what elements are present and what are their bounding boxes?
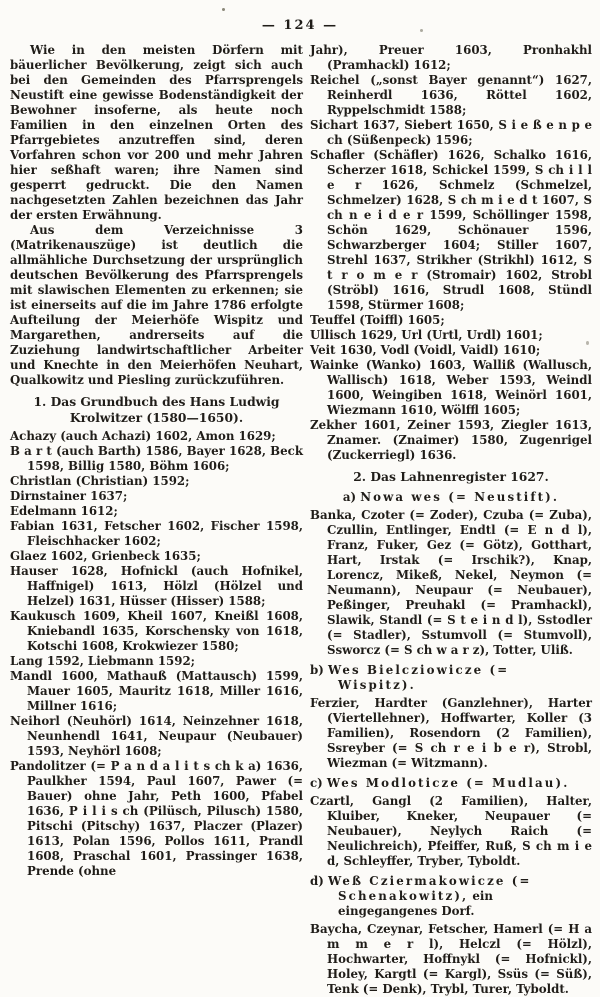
- name-list-entry: Wainke (Wanko) 1603, Walliß (Wallusch, Wallisch) 1618, Weber 1593, Weindl 1600, Weingiben 1618, Weinörl 1601, Wiezmann 1610, Wölffl 1605;: [310, 358, 592, 417]
- right-column: [310, 43, 592, 997]
- name-list-entry: Achazy (auch Achazi) 1602, Amon 1629;: [10, 429, 276, 443]
- name-list-entry: Lang 1592, Liebmann 1592;: [10, 654, 196, 668]
- scan-speck: [420, 29, 423, 32]
- name-list-entry: Kaukusch 1609, Kheil 1607, Kneißl 1608, Kniebandl 1635, Korschensky von 1618, Kotschi 1608, Krokwiezer 1580;: [10, 609, 303, 653]
- subsection-label: b): [310, 662, 324, 677]
- name-list-entry: B a r t (auch Barth) 1586, Bayer 1628, Beck 1598, Billig 1580, Böhm 1606;: [10, 444, 303, 473]
- section-2-heading: 2. Das Lahnenregister 1627.: [353, 469, 549, 484]
- name-list-entry: Teuffel (Toiffl) 1605;: [310, 313, 445, 327]
- left-column: [10, 43, 303, 879]
- name-list-entry: Mandl 1600, Mathauß (Mattausch) 1599, Mauer 1605, Mauritz 1618, Miller 1616, Millner 1616;: [10, 669, 303, 713]
- subsection-title-rest: ein eingegangenes Dorf.: [338, 888, 493, 918]
- name-list-entry: Hauser 1628, Hofnickl (auch Hofnikel, Haffnigel) 1613, Hölzl (Hölzel und Helzel) 1631, Hüsser (Hisser) 1588;: [10, 564, 303, 608]
- subsection-c-body: Czartl, Gangl (2 Familien), Halter, Kluiber, Kneker, Neupauer (= Neubauer), Neylych Raich (= Neulichreich), Pfeiffer, Ruß, S ch m i e d, Schleyffer, Tryber, Tyboldt.: [310, 793, 592, 868]
- paragraph-verzeichnis: Aus dem Verzeichnisse 3 (Matrikenauszüge) ist deutlich die allmähliche Durchsetzung der ursprünglich deutschen Bevölkerung des Pfarrsprengels mit slawischen Elementen zu erkennen; sie ist einerseits auf die im Jahre 1786 erfolgte Aufteilung der Meierhöfe Wispitz und Margarethen, andrerseits auf die Zuziehung landwirtschaftlicher Arbeiter und Knechte in den Meierhöfen Neuhart, Qualkowitz und Piesling zurückzuführen.: [10, 223, 303, 387]
- subsection-title: Wes Bielcziowicze (= Wispitz).: [327, 662, 510, 692]
- name-list-entry: Sichart 1637, Siebert 1650, S i e ß e n p e ch (Süßenpeck) 1596;: [310, 118, 592, 147]
- page-body: [0, 33, 600, 997]
- name-list-entry: Fabian 1631, Fetscher 1602, Fischer 1598, Fleischhacker 1602;: [10, 519, 303, 548]
- name-list-entry: Glaez 1602, Grienbeck 1635;: [10, 549, 201, 563]
- subsection-title: Nowa wes (= Neustift).: [360, 489, 560, 504]
- subsection-title: Wes Modloticze (= Mudlau).: [326, 775, 570, 790]
- subsection-label: c): [310, 775, 323, 790]
- subsection-label: a): [342, 489, 357, 504]
- name-list-entry: Ullisch 1629, Url (Urtl, Urdl) 1601;: [310, 328, 543, 342]
- section-1-heading: 1. Das Grundbuch des Hans Ludwig Krolwitzer (1580—1650).: [33, 394, 280, 425]
- name-list-entry: Pandolitzer (= P a n d a l i t s ch k a) 1636, Paulkher 1594, Paul 1607, Pawer (= Bauer) ohne Jahr, Peth 1600, Pfabel 1636, P i l i s ch (Pilüsch, Pilusch) 1580, Pitschi (Pitschy) 1637, Placzer (Plazer) 1613, Polan 1596, Pollos 1611, Prandl 1608, Praschal 1601, Prassinger 1638, Prende (ohne: [10, 759, 303, 878]
- scan-speck: [222, 8, 225, 11]
- subsection-d-heading: [310, 874, 592, 919]
- name-list-entry: Zekher 1601, Zeiner 1593, Ziegler 1613, Znamer. (Znaimer) 1580, Zugenrigel (Zuckerriegl) 1636.: [310, 418, 592, 462]
- subsection-b-heading: [310, 663, 592, 693]
- name-list-entry: Veit 1630, Vodl (Voidl, Vaidl) 1610;: [310, 343, 541, 357]
- subsection-c-heading: [310, 776, 592, 791]
- paragraph-intro: Wie in den meisten Dörfern mit bäuerlicher Bevölkerung, zeigt sich auch bei den Gemeinden des Pfarrsprengels Neustift eine gewisse Bodenständigkeit der Bewohner insoferne, als heute noch Familien in den einzelnen Orten des Pfarrgebietes anzutreffen sind, deren Vorfahren schon vor 200 und mehr Jahren hier seßhaft waren; ihre Namen sind gesperrt gedruckt. Die den Namen nachgesetzten Zahlen bezeichnen das Jahr der ersten Erwähnung.: [10, 43, 303, 222]
- subsection-title: Weß Cziermakowicze (= Schenakowitz),: [327, 873, 532, 903]
- subsection-b-body: Ferzier, Hardter (Ganzlehner), Harter (Viertellehner), Hoffwarter, Koller (3 Familien), Rosendorn (2 Familien), Ssreyber (= S ch r e i b e r), Strobl, Wiezman (= Witzmann).: [310, 695, 592, 770]
- subsection-a-heading: [310, 490, 592, 505]
- name-list-entry: Reichel („sonst Bayer genannt“) 1627, Reinherdl 1636, Röttel 1602, Ryppelschmidt 1588;: [310, 73, 592, 117]
- name-list-entry: Neihorl (Neuhörl) 1614, Neinzehner 1618, Neunhendl 1641, Neupaur (Neubauer) 1593, Neyhörl 1608;: [10, 714, 303, 758]
- scan-speck: [586, 341, 589, 345]
- name-list-entry: Jahr), Preuer 1603, Pronhakhl (Pramhackl) 1612;: [310, 43, 592, 72]
- name-list-entry: Dirnstainer 1637;: [10, 489, 128, 503]
- subsection-d-body: Baycha, Czeynar, Fetscher, Hamerl (= H a m m e r l), Helczl (= Hölzl), Hochwarter, Hoffnykl (= Hofnickl), Holey, Kargtl (= Kargl), Ssüs (= Süß), Tenk (= Denk), Trybl, Turer, Tyboldt.: [310, 921, 592, 996]
- name-list-entry: Edelmann 1612;: [10, 504, 118, 518]
- page-number: — 124 —: [261, 18, 339, 33]
- name-list-entry: Schafler (Schäfler) 1626, Schalko 1616, Scherzer 1618, Schickel 1599, S ch i l l e r 1626, Schmelz (Schmelzel, Schmelzer) 1628, S ch m i e d t 1607, S ch n e i d e r 1599, Schöllinger 1598, Schön 1629, Schönauer 1596, Schwarzberger 1604; Stiller 1607, Strehl 1637, Strikher (Strikhl) 1612, S t r o m e r (Stromair) 1602, Strobl (Ströbl) 1616, Strudl 1608, Stündl 1598, Stürmer 1608;: [310, 148, 592, 312]
- name-list-entry: Christlan (Christian) 1592;: [10, 474, 190, 488]
- subsection-label: d): [310, 873, 324, 888]
- subsection-a-body: Banka, Czoter (= Zoder), Czuba (= Zuba), Czullin, Entlinger, Endtl (= E n d l), Franz, Fuker, Gez (= Götz), Gotthart, Hart, Irstak (= Irschik?), Knap, Lorencz, Mikeß, Nekel, Neymon (= Neumann), Neupaur (= Neubauer), Peßinger, Preuhakl (= Pramhackl), Slawik, Standl (= S t e i n d l), Sstodler (= Stadler), Sstumvoll (= Stumvoll), Ssworcz (= S ch w a r z), Totter, Uliß.: [310, 507, 592, 657]
